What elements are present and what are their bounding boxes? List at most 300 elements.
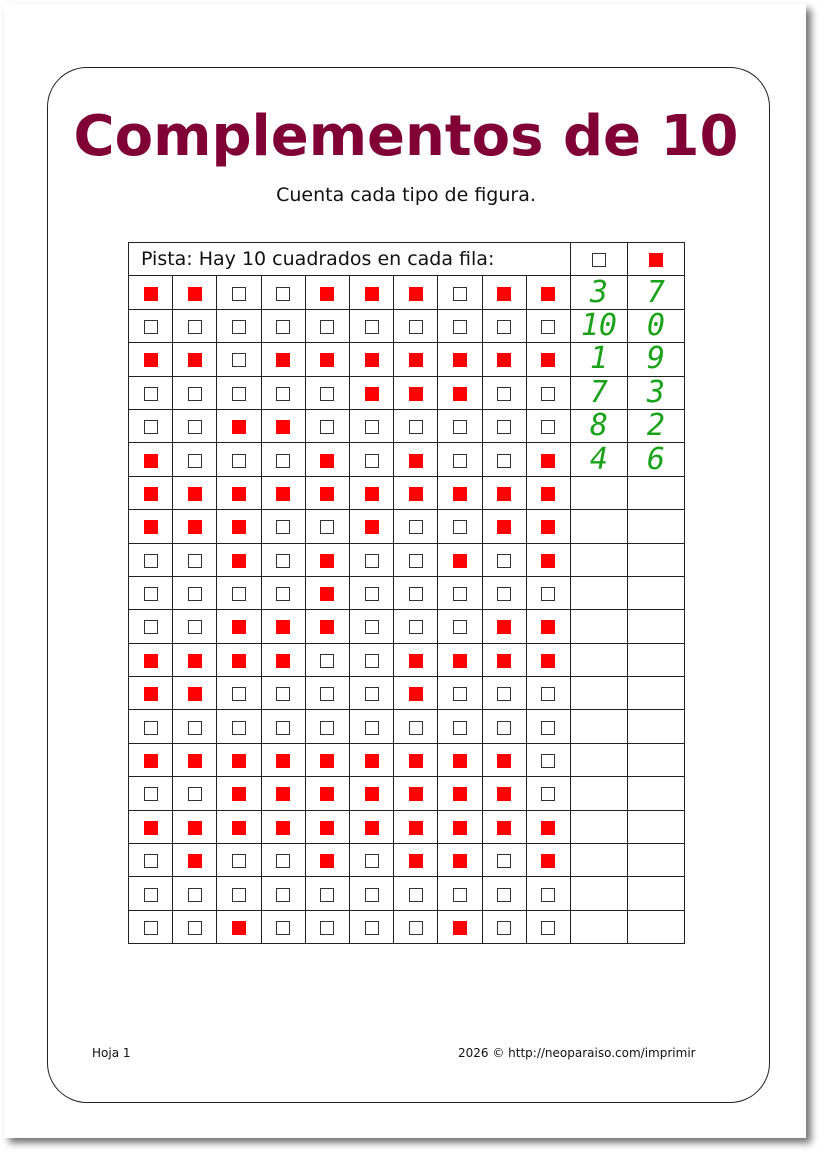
grid-cell [129, 777, 173, 810]
grid-cell [129, 443, 173, 476]
grid-cell [438, 543, 482, 576]
empty-square-icon [232, 587, 246, 601]
grid-cell [349, 309, 393, 342]
grid-cell [438, 810, 482, 843]
grid-cell [438, 777, 482, 810]
grid-cell [482, 910, 526, 943]
empty-square-icon [144, 420, 158, 434]
filled-square-icon [188, 654, 202, 668]
filled-square-icon [365, 520, 379, 534]
grid-row [129, 844, 685, 877]
filled-square-icon [453, 654, 467, 668]
grid-cell [173, 677, 217, 710]
answer-filled-count[interactable] [627, 710, 684, 743]
filled-square-icon [409, 754, 423, 768]
grid-cell [526, 877, 570, 910]
filled-square-icon [497, 654, 511, 668]
filled-square-icon [497, 754, 511, 768]
grid-cell [261, 443, 305, 476]
grid-cell [217, 910, 261, 943]
grid-cell [526, 677, 570, 710]
answer-empty-count[interactable] [570, 543, 627, 576]
filled-square-icon [232, 654, 246, 668]
empty-square-icon [276, 721, 290, 735]
grid-cell [305, 877, 349, 910]
empty-square-icon [409, 888, 423, 902]
filled-square-icon [188, 687, 202, 701]
filled-square-icon [497, 487, 511, 501]
grid-cell [482, 276, 526, 309]
grid-cell [129, 810, 173, 843]
answer-filled-count[interactable] [627, 777, 684, 810]
filled-square-icon [232, 921, 246, 935]
grid-cell [173, 276, 217, 309]
grid-cell [349, 677, 393, 710]
grid-cell [129, 710, 173, 743]
grid-cell [217, 276, 261, 309]
filled-square-icon [188, 487, 202, 501]
empty-square-icon [276, 554, 290, 568]
grid-cell [261, 677, 305, 710]
empty-square-icon [276, 387, 290, 401]
answer-empty-count[interactable] [570, 777, 627, 810]
grid-cell [305, 376, 349, 409]
filled-square-icon [320, 487, 334, 501]
grid-cell [526, 476, 570, 509]
grid-cell [217, 810, 261, 843]
grid-cell [305, 710, 349, 743]
grid-cell [129, 343, 173, 376]
empty-square-icon [409, 721, 423, 735]
grid-cell [129, 844, 173, 877]
empty-square-icon [188, 620, 202, 634]
empty-square-icon [365, 587, 379, 601]
answer-filled-count[interactable] [627, 877, 684, 910]
empty-square-icon [320, 320, 334, 334]
empty-square-icon [453, 520, 467, 534]
grid-cell [261, 309, 305, 342]
filled-square-icon [541, 487, 555, 501]
grid-cell [482, 343, 526, 376]
filled-square-icon [320, 787, 334, 801]
empty-square-icon [144, 587, 158, 601]
grid-cell [261, 543, 305, 576]
grid-cell [261, 409, 305, 442]
empty-square-icon [320, 520, 334, 534]
answer-filled-count[interactable] [627, 643, 684, 676]
answer-filled-count[interactable]: 6 [627, 443, 684, 476]
grid-cell [438, 610, 482, 643]
empty-square-icon [188, 921, 202, 935]
sheet-number: Hoja 1 [92, 1046, 131, 1060]
answer-filled-count[interactable] [627, 610, 684, 643]
answer-filled-count[interactable] [627, 910, 684, 943]
grid-cell [129, 743, 173, 776]
filled-square-icon [453, 921, 467, 935]
grid-row [129, 376, 685, 409]
filled-square-icon [144, 454, 158, 468]
answer-filled-count[interactable]: 0 [627, 309, 684, 342]
grid-cell [261, 376, 305, 409]
answer-empty-count[interactable] [570, 877, 627, 910]
filled-square-icon [320, 587, 334, 601]
grid-cell [394, 710, 438, 743]
empty-square-icon [188, 420, 202, 434]
answer-filled-count[interactable]: 3 [627, 376, 684, 409]
empty-square-icon [232, 888, 246, 902]
filled-square-icon [365, 387, 379, 401]
grid-cell [482, 376, 526, 409]
answer-filled-count[interactable] [627, 743, 684, 776]
answer-empty-count[interactable] [570, 844, 627, 877]
empty-square-icon [497, 854, 511, 868]
empty-square-icon [144, 554, 158, 568]
empty-square-icon [453, 420, 467, 434]
empty-square-icon [276, 454, 290, 468]
filled-square-icon [541, 520, 555, 534]
grid-cell [173, 343, 217, 376]
empty-square-icon [144, 787, 158, 801]
empty-square-icon [541, 754, 555, 768]
grid-cell [217, 710, 261, 743]
grid-cell [129, 910, 173, 943]
empty-square-icon [409, 620, 423, 634]
grid-cell [394, 476, 438, 509]
empty-square-icon [365, 620, 379, 634]
grid-cell [482, 610, 526, 643]
grid-cell [526, 510, 570, 543]
filled-square-icon [409, 454, 423, 468]
answer-empty-count[interactable] [570, 810, 627, 843]
answer-filled-count[interactable] [627, 510, 684, 543]
filled-square-icon [232, 787, 246, 801]
empty-square-icon [409, 587, 423, 601]
answer-filled-count[interactable] [627, 476, 684, 509]
grid-cell [438, 276, 482, 309]
grid-cell [173, 910, 217, 943]
grid-cell [217, 877, 261, 910]
empty-square-icon [320, 888, 334, 902]
grid-cell [261, 643, 305, 676]
grid-cell [482, 576, 526, 609]
grid-cell [438, 309, 482, 342]
grid-row [129, 710, 685, 743]
answer-filled-count[interactable] [627, 844, 684, 877]
empty-square-icon [453, 888, 467, 902]
answer-filled-count[interactable] [627, 677, 684, 710]
empty-square-icon [497, 554, 511, 568]
filled-square-icon [320, 554, 334, 568]
answer-filled-count[interactable] [627, 576, 684, 609]
filled-square-icon [276, 821, 290, 835]
grid-cell [129, 877, 173, 910]
empty-square-icon [232, 320, 246, 334]
grid-cell [173, 610, 217, 643]
empty-square-icon [188, 587, 202, 601]
filled-square-icon [232, 754, 246, 768]
answer-empty-count[interactable]: 4 [570, 443, 627, 476]
empty-square-icon [365, 320, 379, 334]
answer-empty-count[interactable] [570, 910, 627, 943]
answer-empty-count[interactable] [570, 510, 627, 543]
filled-square-icon [232, 821, 246, 835]
grid-cell [305, 844, 349, 877]
empty-square-icon [453, 721, 467, 735]
filled-square-icon [541, 821, 555, 835]
answer-empty-count[interactable] [570, 576, 627, 609]
grid-row [129, 510, 685, 543]
empty-square-icon [232, 687, 246, 701]
grid-cell [349, 710, 393, 743]
grid-row [129, 643, 685, 676]
empty-square-icon [276, 687, 290, 701]
grid-cell [526, 443, 570, 476]
grid-cell [261, 877, 305, 910]
grid-cell [217, 376, 261, 409]
hint-text: Pista: Hay 10 cuadrados en cada fila: [129, 243, 571, 276]
filled-square-icon [453, 487, 467, 501]
empty-square-icon [320, 687, 334, 701]
empty-square-icon [497, 921, 511, 935]
empty-square-icon [497, 721, 511, 735]
grid-row [129, 409, 685, 442]
grid-cell [173, 877, 217, 910]
answer-empty-count[interactable]: 8 [570, 409, 627, 442]
grid-cell [173, 643, 217, 676]
grid-cell [438, 476, 482, 509]
grid-cell [129, 309, 173, 342]
grid-cell [526, 376, 570, 409]
filled-square-icon [276, 487, 290, 501]
grid-cell [394, 309, 438, 342]
grid-cell [305, 476, 349, 509]
grid-cell [394, 910, 438, 943]
grid-cell [438, 343, 482, 376]
filled-square-icon [144, 654, 158, 668]
filled-square-icon [409, 487, 423, 501]
grid-cell [173, 710, 217, 743]
grid-cell [349, 643, 393, 676]
empty-square-icon [592, 253, 606, 267]
empty-square-icon [188, 787, 202, 801]
filled-square-icon [232, 520, 246, 534]
empty-square-icon [188, 888, 202, 902]
grid-cell [438, 576, 482, 609]
filled-square-icon [144, 754, 158, 768]
grid-cell [173, 743, 217, 776]
filled-square-icon [276, 754, 290, 768]
grid-cell [526, 777, 570, 810]
filled-square-icon [453, 854, 467, 868]
grid-cell [217, 576, 261, 609]
filled-square-icon [188, 353, 202, 367]
grid-cell [394, 343, 438, 376]
grid-cell [129, 510, 173, 543]
empty-square-icon [453, 454, 467, 468]
filled-square-icon [409, 287, 423, 301]
grid-cell [217, 443, 261, 476]
filled-square-icon [276, 620, 290, 634]
grid-cell [173, 309, 217, 342]
empty-square-icon [320, 387, 334, 401]
grid-cell [217, 409, 261, 442]
empty-square-icon [453, 587, 467, 601]
empty-square-icon [144, 320, 158, 334]
answer-empty-count[interactable]: 1 [570, 343, 627, 376]
grid-cell [526, 543, 570, 576]
empty-square-icon [188, 320, 202, 334]
filled-square-icon [144, 353, 158, 367]
grid-cell [438, 877, 482, 910]
answer-empty-count[interactable] [570, 743, 627, 776]
filled-square-icon [497, 287, 511, 301]
grid-cell [173, 777, 217, 810]
grid-cell [173, 476, 217, 509]
grid-cell [305, 409, 349, 442]
empty-square-icon [497, 888, 511, 902]
answer-filled-count[interactable]: 9 [627, 343, 684, 376]
empty-square-icon [497, 320, 511, 334]
answer-empty-count[interactable]: 7 [570, 376, 627, 409]
grid-cell [438, 409, 482, 442]
empty-square-icon [144, 620, 158, 634]
filled-square-icon [541, 854, 555, 868]
grid-cell [349, 343, 393, 376]
filled-square-icon [649, 253, 663, 267]
filled-square-icon [188, 754, 202, 768]
grid-row [129, 443, 685, 476]
grid-cell [349, 877, 393, 910]
grid-cell [482, 476, 526, 509]
filled-square-icon [541, 454, 555, 468]
grid-cell [217, 844, 261, 877]
grid-cell [394, 743, 438, 776]
filled-square-icon [365, 487, 379, 501]
filled-square-icon [232, 420, 246, 434]
empty-square-icon [365, 420, 379, 434]
grid-cell [261, 576, 305, 609]
answer-filled-count[interactable]: 7 [627, 276, 684, 309]
filled-square-icon [497, 821, 511, 835]
filled-square-icon [320, 620, 334, 634]
grid-cell [394, 810, 438, 843]
grid-cell [261, 844, 305, 877]
grid-cell [394, 510, 438, 543]
empty-square-icon [188, 387, 202, 401]
answer-empty-count[interactable] [570, 677, 627, 710]
grid-cell [438, 376, 482, 409]
answer-empty-count[interactable]: 10 [570, 309, 627, 342]
grid-cell [394, 844, 438, 877]
header-row [129, 243, 685, 276]
filled-square-icon [276, 654, 290, 668]
empty-square-icon [320, 721, 334, 735]
grid-cell [482, 409, 526, 442]
grid-cell [394, 610, 438, 643]
filled-square-icon [232, 620, 246, 634]
empty-square-icon [365, 554, 379, 568]
answer-empty-count[interactable]: 3 [570, 276, 627, 309]
empty-square-icon [188, 554, 202, 568]
grid-cell [217, 643, 261, 676]
answer-filled-count[interactable] [627, 810, 684, 843]
filled-square-icon [320, 821, 334, 835]
grid-cell [217, 610, 261, 643]
filled-square-icon [320, 287, 334, 301]
empty-square-icon [497, 687, 511, 701]
grid-cell [217, 476, 261, 509]
grid-cell [261, 343, 305, 376]
grid-cell [305, 543, 349, 576]
grid-cell [217, 777, 261, 810]
filled-square-icon [320, 754, 334, 768]
grid-cell [482, 543, 526, 576]
answer-empty-count[interactable] [570, 710, 627, 743]
answer-empty-count[interactable] [570, 610, 627, 643]
empty-square-icon [232, 353, 246, 367]
grid-row [129, 476, 685, 509]
grid-cell [129, 610, 173, 643]
filled-square-icon [409, 821, 423, 835]
grid-cell [129, 376, 173, 409]
grid-cell [305, 910, 349, 943]
filled-square-icon [188, 821, 202, 835]
filled-square-icon [409, 387, 423, 401]
answer-empty-count[interactable] [570, 643, 627, 676]
grid-cell [261, 910, 305, 943]
grid-cell [482, 844, 526, 877]
empty-square-icon [276, 587, 290, 601]
grid-cell [129, 543, 173, 576]
grid-cell [217, 309, 261, 342]
grid-cell [349, 576, 393, 609]
grid-row [129, 777, 685, 810]
instructions: Cuenta cada tipo de figura. [276, 184, 536, 206]
grid-cell [217, 677, 261, 710]
grid-cell [305, 276, 349, 309]
answer-filled-count[interactable] [627, 543, 684, 576]
filled-square-icon [453, 554, 467, 568]
grid-row [129, 877, 685, 910]
answer-empty-count[interactable] [570, 476, 627, 509]
empty-square-icon [320, 654, 334, 668]
grid-cell [482, 743, 526, 776]
grid-cell [305, 677, 349, 710]
filled-square-icon [188, 287, 202, 301]
grid-cell [261, 610, 305, 643]
empty-square-icon [144, 854, 158, 868]
empty-square-icon [541, 420, 555, 434]
empty-square-icon [276, 854, 290, 868]
empty-square-icon [409, 520, 423, 534]
answer-filled-count[interactable]: 2 [627, 409, 684, 442]
grid-cell [305, 643, 349, 676]
grid-cell [349, 510, 393, 543]
grid-cell [394, 409, 438, 442]
grid-cell [482, 810, 526, 843]
filled-square-icon [365, 821, 379, 835]
grid-cell [394, 276, 438, 309]
empty-square-icon [276, 921, 290, 935]
grid-cell [173, 443, 217, 476]
grid-cell [438, 910, 482, 943]
filled-square-icon [409, 854, 423, 868]
filled-square-icon [541, 287, 555, 301]
filled-square-icon [497, 787, 511, 801]
grid-cell [349, 376, 393, 409]
filled-square-icon [144, 821, 158, 835]
grid-cell [305, 343, 349, 376]
